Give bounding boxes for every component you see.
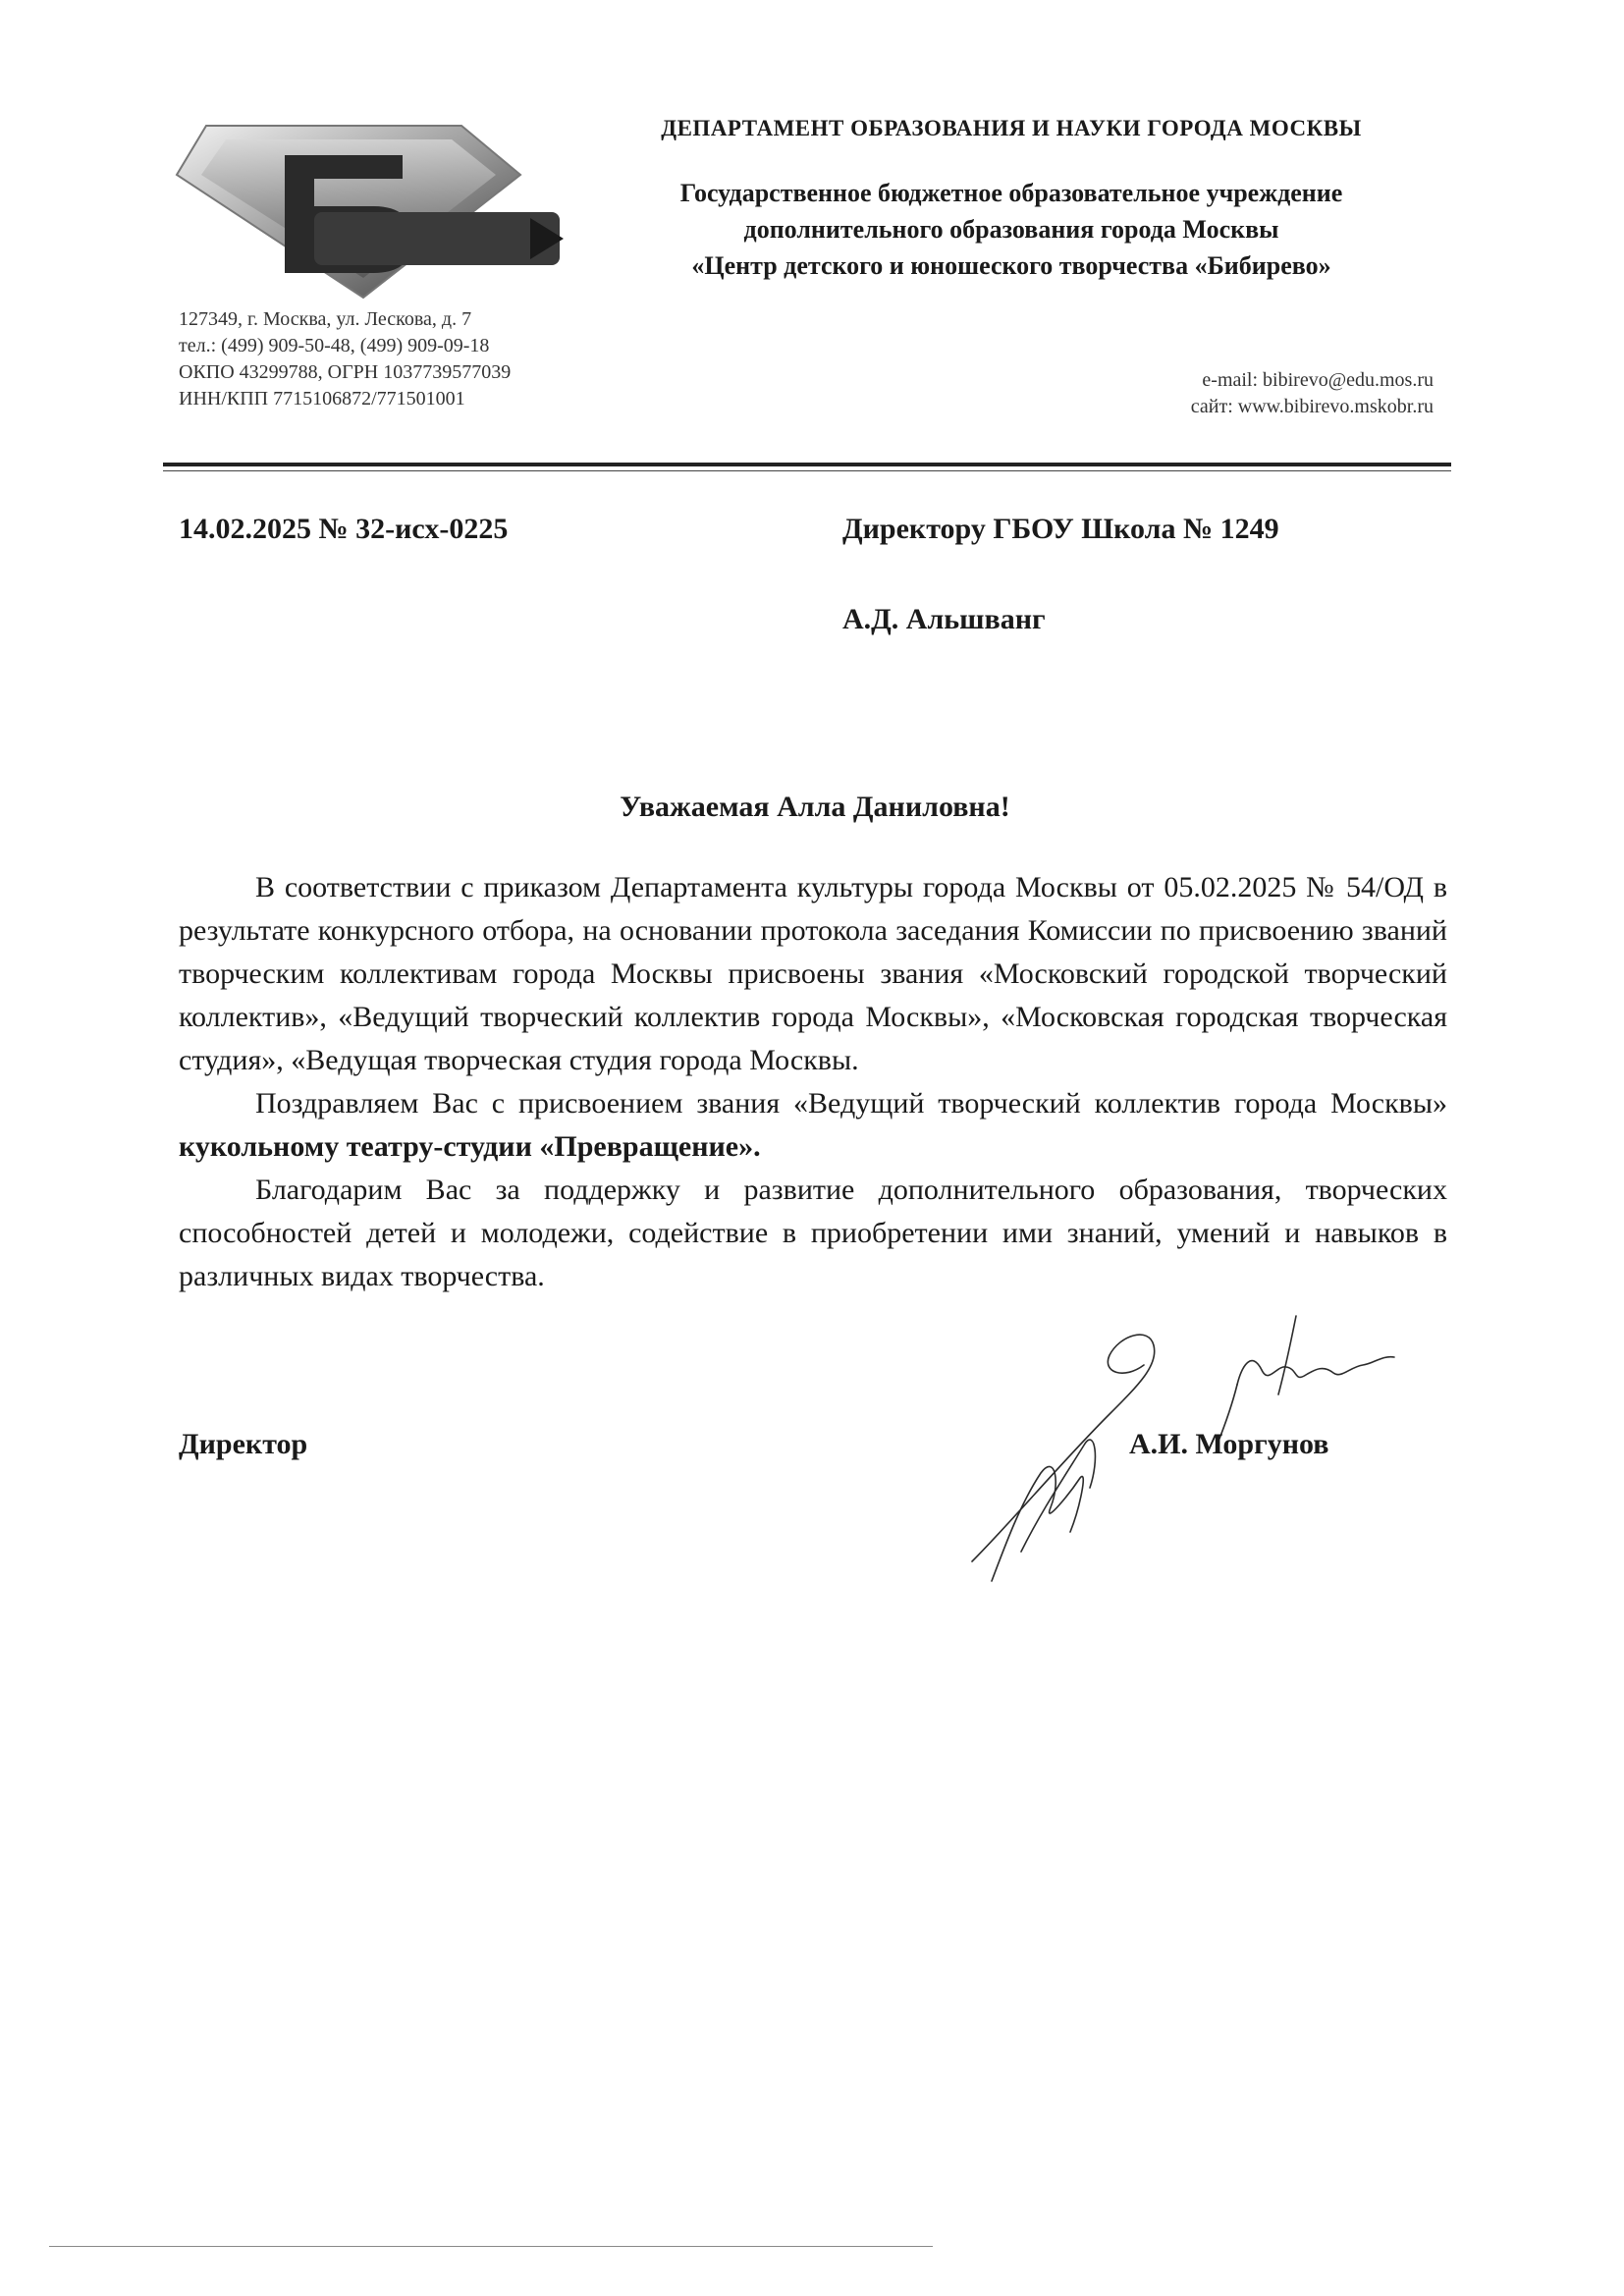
email-line: e-mail: bibirevo@edu.mos.ru [1202, 369, 1434, 391]
inn-kpp-line: ИНН/КПП 7715106872/771501001 [179, 388, 465, 410]
department-title: ДЕПАРТАМЕНТ ОБРАЗОВАНИЯ И НАУКИ ГОРОДА МОСКВЫ [661, 116, 1362, 140]
paragraph: В соответствии с приказом Департамента культуры города Москвы от 05.02.2025 № 54/ОД в результате конкурсного отбора, на основании протокола заседания Комиссии по присвоению званий творческим коллективам города Москвы присвоены звания «Московский городской творческий коллектив», «Ведущий творческий коллектив города Москвы», «Московская городская творческая студия», «Ведущая творческая студия города Москвы. [179, 871, 1447, 1076]
signer-name: А.И. Моргунов [1129, 1428, 1329, 1460]
header-divider [163, 463, 1451, 466]
organization-logo [167, 116, 569, 302]
signer-position: Директор [179, 1428, 308, 1460]
paragraph: Благодарим Вас за поддержку и развитие дополнительного образования, творческих способностей детей и молодежи, содействие в приобретении ими знаний, умений и навыков в различных видах творчества. [179, 1174, 1447, 1292]
header-divider-thin [163, 470, 1451, 471]
address-line: 127349, г. Москва, ул. Лескова, д. 7 [179, 308, 472, 330]
footer-divider [49, 2246, 933, 2247]
okpo-ogrn-line: ОКПО 43299788, ОГРН 1037739577039 [179, 361, 512, 383]
letter-body [179, 866, 1447, 1298]
addressee-name: А.Д. Альшванг [842, 603, 1046, 635]
organization-contacts [982, 367, 1434, 420]
phone-line: тел.: (499) 909-50-48, (499) 909-09-18 [179, 335, 490, 356]
website-line: сайт: www.bibirevo.mskobr.ru [1190, 396, 1434, 417]
organization-name-line: Государственное бюджетное образовательное учреждение [679, 179, 1343, 207]
outgoing-reference: 14.02.2025 № 32-исх-0225 [179, 513, 509, 545]
organization-name-line: «Центр детского и юношеского творчества «Бибирево» [691, 251, 1331, 280]
organization-name-line: дополнительного образования города Москвы [743, 215, 1279, 244]
collective-name: кукольному театру-студии «Превращение». [179, 1130, 761, 1163]
addressee-title: Директору ГБОУ Школа № 1249 [842, 513, 1279, 545]
salutation: Уважаемая Алла Даниловна! [620, 791, 1010, 823]
paragraph-text: Поздравляем Вас с присвоением звания «Ведущий творческий коллектив города Москвы» [255, 1087, 1447, 1120]
paragraph [179, 1082, 1447, 1169]
organization-requisites [179, 306, 689, 412]
organization-name [589, 175, 1434, 284]
